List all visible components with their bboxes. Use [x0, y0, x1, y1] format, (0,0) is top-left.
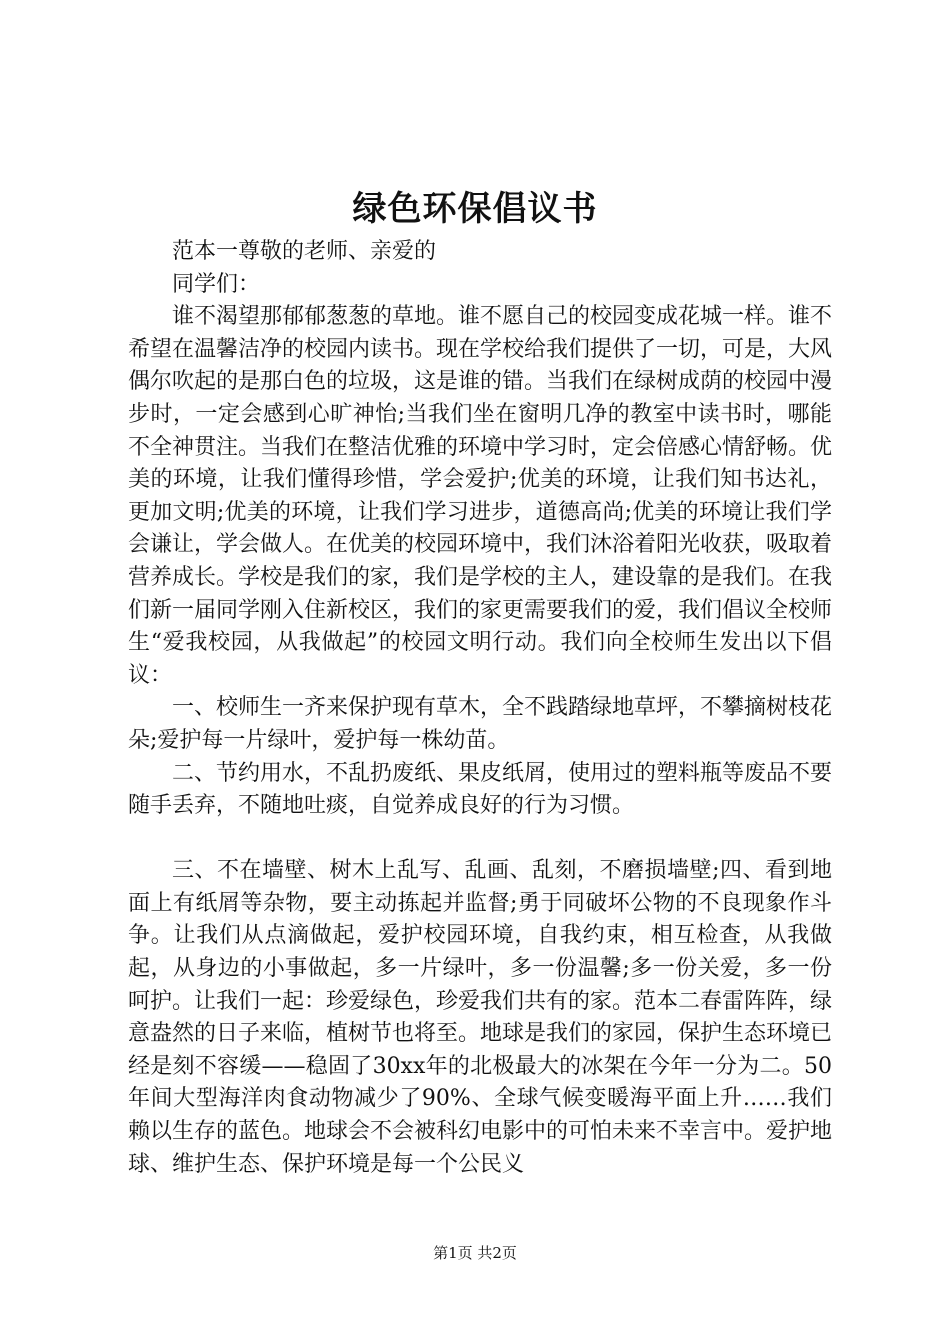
proposal-item-1: 一、校师生一齐来保护现有草木，全不践踏绿地草坪，不攀摘树枝花朵;爱护每一片绿叶，爱护每一株幼苗。	[128, 695, 833, 753]
body-paragraph: 谁不渴望那郁郁葱葱的草地。谁不愿自己的校园变成花城一样。谁不希望在温馨洁净的校园内读书。现在学校给我们提供了一切，可是，大风偶尔吹起的是那白色的垃圾，这是谁的错。当我们在绿树成荫的校园中漫步时，一定会感到心旷神怡;当我们坐在窗明几净的教室中读书时，哪能不全神贯注。当我们在整洁优雅的环境中学习时，定会倍感心情舒畅。优美的环境，让我们懂得珍惜，学会爱护;优美的环境，让我们知书达礼，更加文明;优美的环境，让我们学习进步，道德高尚;优美的环境让我们学会谦让，学会做人。在优美的校园环境中，我们沐浴着阳光收获，吸取着营养成长。学校是我们的家，我们是学校的主人，建设靠的是我们。在我们新一届同学刚入住新校区，我们的家更需要我们的爱，我们倡议全校师生“爱我校园，从我做起”的校园文明行动。我们向全校师生发出以下倡议：	[128, 304, 833, 688]
proposal-item-2: 二、节约用水，不乱扔废纸、果皮纸屑，使用过的塑料瓶等废品不要随手丢弃，不随地吐痰，自觉养成良好的行为习惯。	[128, 760, 833, 819]
document-body	[128, 236, 832, 1181]
page-number-footer: 第1页 共2页	[433, 1244, 517, 1262]
document-title: 绿色环保倡议书	[352, 189, 598, 229]
salutation-line-2: 同学们：	[172, 271, 261, 297]
proposal-item-3: 三、不在墙壁、树木上乱写、乱画、乱刻，不磨损墙壁;四、看到地面上有纸屑等杂物，要主动拣起并监督;勇于同破坏公物的不良现象作斗争。让我们从点滴做起，爱护校园环境，自我约束，相互检查，从我做起，从身边的小事做起，多一片绿叶，多一份温馨;多一份关爱，多一份呵护。让我们一起：珍爱绿色，珍爱我们共有的家。范本二春雷阵阵，绿意盎然的日子来临，植树节也将至。地球是我们的家园，保护生态环境已经是刻不容缓——稳固了30xx年的北极最大的冰架在今年一分为二。50年间大型海洋肉食动物减少了90%、全球气候变暖海平面上升……我们赖以生存的蓝色。地球会不会被科幻电影中的可怕未来不幸言中。爱护地球、维护生态、保护环境是每一个公民义	[128, 858, 833, 1177]
salutation-line-1: 范本一尊敬的老师、亲爱的	[172, 239, 437, 264]
